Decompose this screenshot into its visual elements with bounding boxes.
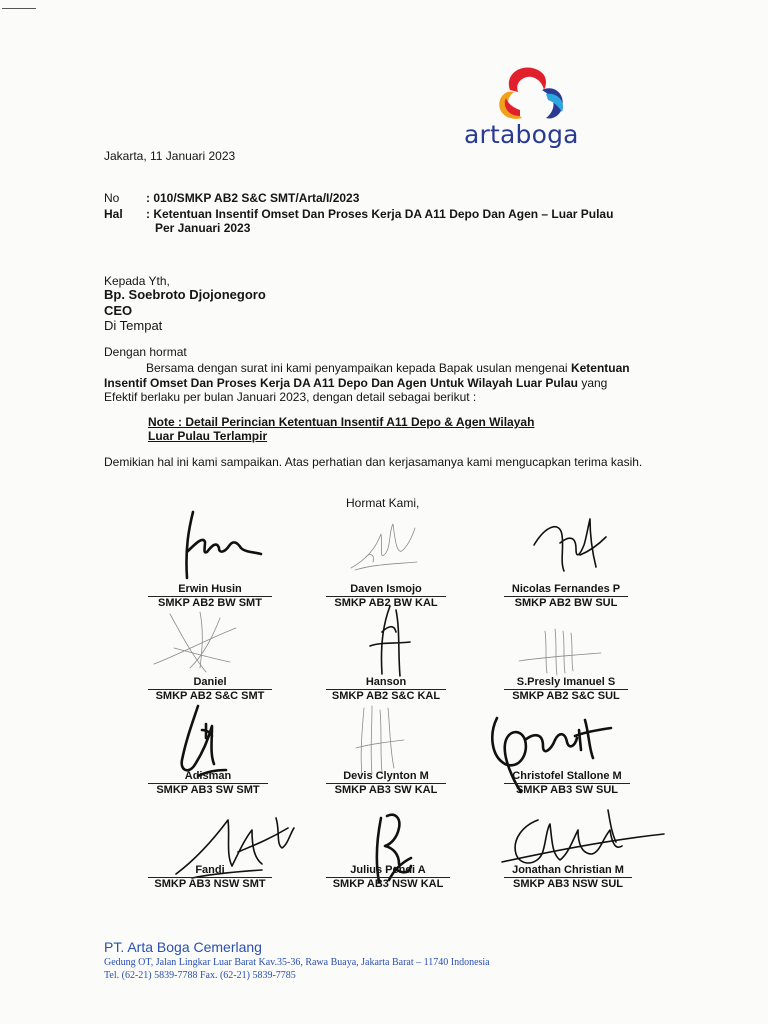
- signatory-name: Nicolas Fernandes P: [504, 583, 628, 597]
- hal-value-line1: : Ketentuan Insentif Omset Dan Proses Kerja DA A11 Depo Dan Agen – Luar Pulau: [146, 207, 614, 221]
- signatory-title: SMKP AB2 S&C SMT: [155, 690, 265, 702]
- signatory-name: S.Presly Imanuel S: [504, 676, 628, 690]
- body-line2-bold: Insentif Omset Dan Proses Kerja DA A11 Depo Dan Agen Untuk Wilayah Luar Pulau: [104, 376, 578, 390]
- signatory-title: SMKP AB3 SW SMT: [156, 784, 260, 796]
- no-value: : 010/SMKP AB2 S&C SMT/Arta/I/2023: [146, 191, 360, 205]
- letter-date: Jakarta, 11 Januari 2023: [104, 149, 236, 163]
- recipient-position: CEO: [104, 303, 133, 318]
- body-line2-text: yang: [578, 376, 608, 390]
- note-line2: Luar Pulau Terlampir: [148, 429, 268, 443]
- signature-adisman: [172, 700, 232, 780]
- footer-address: Gedung OT, Jalan Lingkar Luar Barat Kav.35-36, Rawa Buaya, Jakarta Barat – 11740 Indonesia: [104, 957, 490, 968]
- signatory-block-9: [504, 770, 630, 797]
- signatory-block-10: [148, 864, 272, 891]
- no-label: No: [104, 191, 120, 205]
- body-line1: [146, 361, 630, 375]
- body-line1-text: Bersama dengan surat ini kami penyampaikan kepada Bapak usulan mengenai: [146, 361, 571, 375]
- signatory-name: Christofel Stallone M: [504, 770, 630, 784]
- hal-value-line2: Per Januari 2023: [155, 221, 251, 235]
- signature-nicolas-fernandes: [530, 515, 610, 579]
- signature-hanson: [360, 602, 420, 680]
- footer-company-name: PT. Arta Boga Cemerlang: [104, 939, 262, 955]
- greeting: Dengan hormat: [104, 345, 187, 359]
- footer-phone: Tel. (62-21) 5839-7788 Fax. (62-21) 5839-7785: [104, 970, 296, 981]
- signatory-name: Julius Pendi A: [326, 864, 450, 878]
- signatory-name: Erwin Husin: [148, 583, 272, 597]
- body-line3: Efektif berlaku per bulan Januari 2023, dengan detail sebagai berikut :: [104, 390, 477, 404]
- signatory-name: Devis Clynton M: [326, 770, 446, 784]
- signatory-block-8: [326, 770, 446, 797]
- signatory-title: SMKP AB2 S&C SUL: [512, 690, 620, 702]
- note-line1: Note : Detail Perincian Ketentuan Insentif A11 Depo & Agen Wilayah: [148, 415, 535, 429]
- signatory-block-5: [326, 676, 446, 703]
- signatory-name: Adisman: [148, 770, 268, 784]
- signatory-title: SMKP AB3 SW SUL: [515, 784, 619, 796]
- signature-presly-imanuel: [515, 625, 605, 679]
- signatory-title: SMKP AB2 BW SMT: [158, 597, 262, 609]
- signatory-block-11: [326, 864, 450, 891]
- signatory-block-2: [326, 583, 446, 610]
- regards-text: Hormat Kami,: [346, 496, 420, 510]
- signatory-block-3: [504, 583, 628, 610]
- signatory-name: Jonathan Christian M: [504, 864, 632, 878]
- signatory-name: Daniel: [148, 676, 272, 690]
- signatory-block-4: [148, 676, 272, 703]
- signatory-title: SMKP AB2 BW SUL: [514, 597, 618, 609]
- signatory-title: SMKP AB3 NSW KAL: [332, 878, 444, 890]
- body-line2: [104, 376, 607, 390]
- signatory-block-12: [504, 864, 632, 891]
- signatory-name: Fandi: [148, 864, 272, 878]
- closing-text: Demikian hal ini kami sampaikan. Atas perhatian dan kerjasamanya kami mengucapkan terima kasih.: [104, 455, 643, 469]
- signatory-block-1: [148, 583, 272, 610]
- hal-label: Hal: [104, 207, 123, 221]
- signatory-title: SMKP AB2 BW KAL: [334, 597, 438, 609]
- recipient-salutation: Kepada Yth,: [104, 274, 170, 288]
- body-line1-bold: Ketentuan: [570, 361, 630, 375]
- signature-daven-ismojo: [345, 520, 425, 578]
- signatory-name: Daven Ismojo: [326, 583, 446, 597]
- signatory-title: SMKP AB3 NSW SUL: [512, 878, 623, 890]
- signatory-title: SMKP AB3 SW KAL: [334, 784, 438, 796]
- signature-erwin-husin: [175, 508, 265, 584]
- signatory-block-6: [504, 676, 628, 703]
- signatory-title: SMKP AB2 S&C KAL: [331, 690, 441, 702]
- signatory-block-7: [148, 770, 268, 797]
- logo-wordmark: artaboga: [464, 120, 579, 149]
- scan-edge-mark: [2, 8, 36, 9]
- signature-devis-clynton: [350, 700, 410, 780]
- recipient-name: Bp. Soebroto Djojonegoro: [104, 287, 266, 302]
- signatory-title: SMKP AB3 NSW SMT: [154, 878, 266, 890]
- signature-daniel: [150, 608, 250, 678]
- recipient-place: Di Tempat: [104, 318, 163, 333]
- signatory-name: Hanson: [326, 676, 446, 690]
